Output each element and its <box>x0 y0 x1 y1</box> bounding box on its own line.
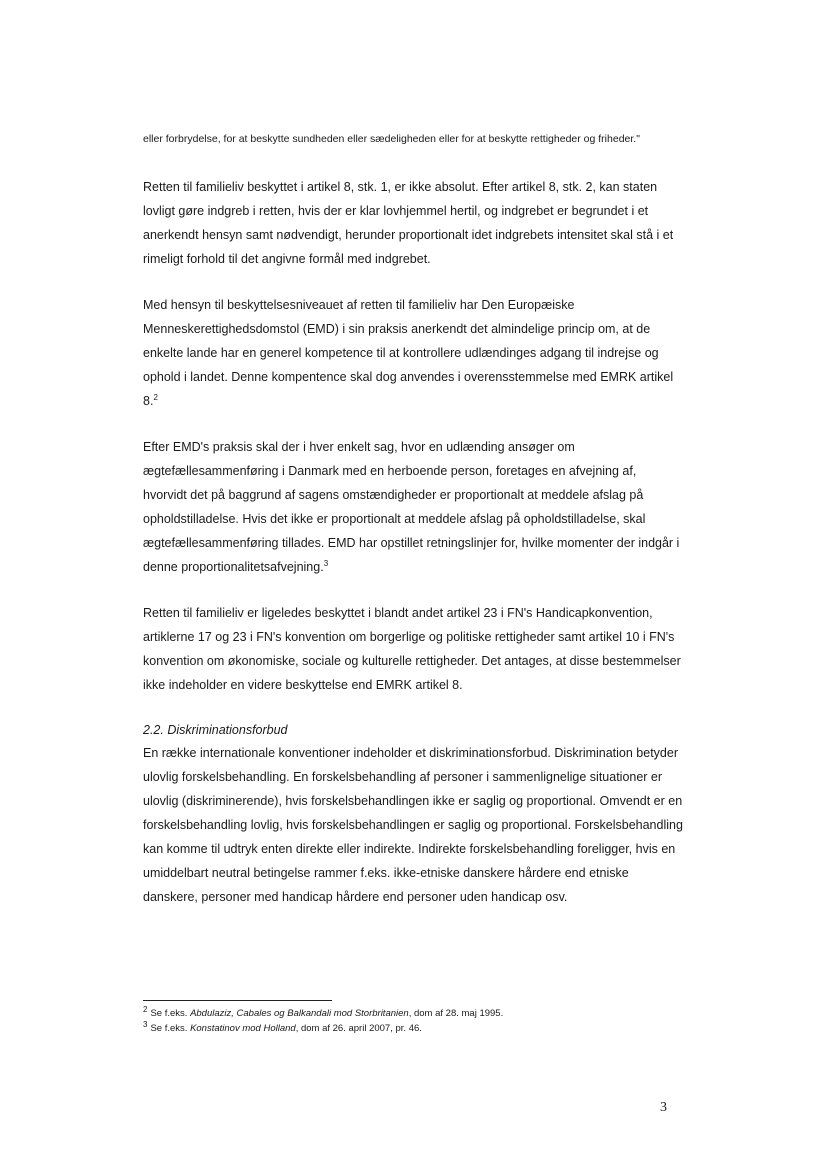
body-text <box>143 128 683 931</box>
footnote-suffix: , dom af 26. april 2007, pr. 46. <box>295 1023 422 1034</box>
paragraph-text: eller forbrydelse, for at beskytte sundheden eller sædeligheden eller for at beskytte rettigheder og friheder." <box>143 133 640 145</box>
footnote-2 <box>143 1006 683 1021</box>
paragraph-text: En række internationale konventioner indeholder et diskriminationsforbud. Diskrimination betyder ulovlig forskelsbehandling. En forskelsbehandling af personer i sammenlignelige situationer er ulovlig (diskriminerende), hvis forskelsbehandlingen ikke er saglig og proportional. Omvendt er en forskelsbehandling lovlig, hvis forskelsbehandlingen er saglig og proportional. Forskelsbehandling kan komme til udtryk enten direkte eller indirekte. Indirekte forskelsbehandling foreligger, hvis en umiddelbart neutral betingelse rammer f.eks. ikke-etniske danskere hårdere end etniske danskere, personer med handicap hårdere end personer uden handicap osv. <box>143 746 683 904</box>
paragraph-emd-practice <box>143 435 683 579</box>
footnotes <box>143 1006 683 1036</box>
paragraph-protection-level <box>143 293 683 413</box>
footnote-case-title: Konstatinov mod Holland <box>190 1023 296 1034</box>
paragraph-discrimination <box>143 741 683 909</box>
paragraph-text: Med hensyn til beskyttelsesniveauet af retten til familieliv har Den Europæiske Menneskerettighedsdomstol (EMD) i sin praksis anerkendt det almindelige princip om, at de enkelte lande har en generel kompetence til at kontrollere udlændinges adgang til indrejse og ophold i landet. Denne kompentence skal dog anvendes i overensstemmelse med EMRK artikel 8. <box>143 298 674 408</box>
footnote-prefix: Se f.eks. <box>150 1008 191 1019</box>
paragraph-text: Efter EMD's praksis skal der i hver enkelt sag, hvor en udlænding ansøger om ægtefællesammenføring i Danmark med en herboende person, foretages en afvejning af, hvorvidt det på baggrund af sagens omstændigheder er proportionalt at meddele afslag på opholdstilladelse. Hvis det ikke er proportionalt at meddele afslag på opholdstilladelse, skal ægtefællesammenføring tillades. EMD har opstillet retningslinjer for, hvilke momenter der indgår i denne proportionalitetsafvejning. <box>143 440 680 574</box>
footnote-suffix: , dom af 28. maj 1995. <box>408 1008 504 1019</box>
footnote-3 <box>143 1021 683 1036</box>
footnote-separator <box>143 1000 332 1001</box>
paragraph-un-conventions <box>143 601 683 697</box>
paragraph-text: Retten til familieliv er ligeledes beskyttet i blandt andet artikel 23 i FN's Handicapkonvention, artiklerne 17 og 23 i FN's konvention om borgerlige og politiske rettigheder samt artikel 10 i FN's konvention om økonomiske, sociale og kulturelle rettigheder. Det antages, at disse bestemmelser ikke indeholder en videre beskyttelse end EMRK artikel 8. <box>143 606 681 692</box>
footnote-reference-3[interactable]: 3 <box>323 558 329 568</box>
footnote-case-title: Abdulaziz, Cabales og Balkandali mod Storbritanien <box>190 1008 409 1019</box>
footnote-mark: 3 <box>143 1019 148 1029</box>
paragraph-text: Retten til familieliv beskyttet i artikel 8, stk. 1, er ikke absolut. Efter artikel 8, stk. 2, kan staten lovligt gøre indgreb i retten, hvis der er klar lovhjemmel hertil, og indgrebet er begrundet i et anerkendt hensyn samt nødvendigt, herunder proportionalt idet indgrebets intensitet skal stå i et rimeligt forhold til det angivne formål med indgrebet. <box>143 180 674 266</box>
footnote-reference-2[interactable]: 2 <box>153 392 158 402</box>
section-heading: 2.2. Diskriminationsforbud <box>143 723 288 737</box>
footnote-prefix: Se f.eks. <box>150 1023 191 1034</box>
footnote-mark: 2 <box>143 1004 148 1014</box>
page-number: 3 <box>660 1100 667 1115</box>
paragraph-quote-end <box>143 128 683 150</box>
paragraph-article-8-absolute <box>143 175 683 271</box>
